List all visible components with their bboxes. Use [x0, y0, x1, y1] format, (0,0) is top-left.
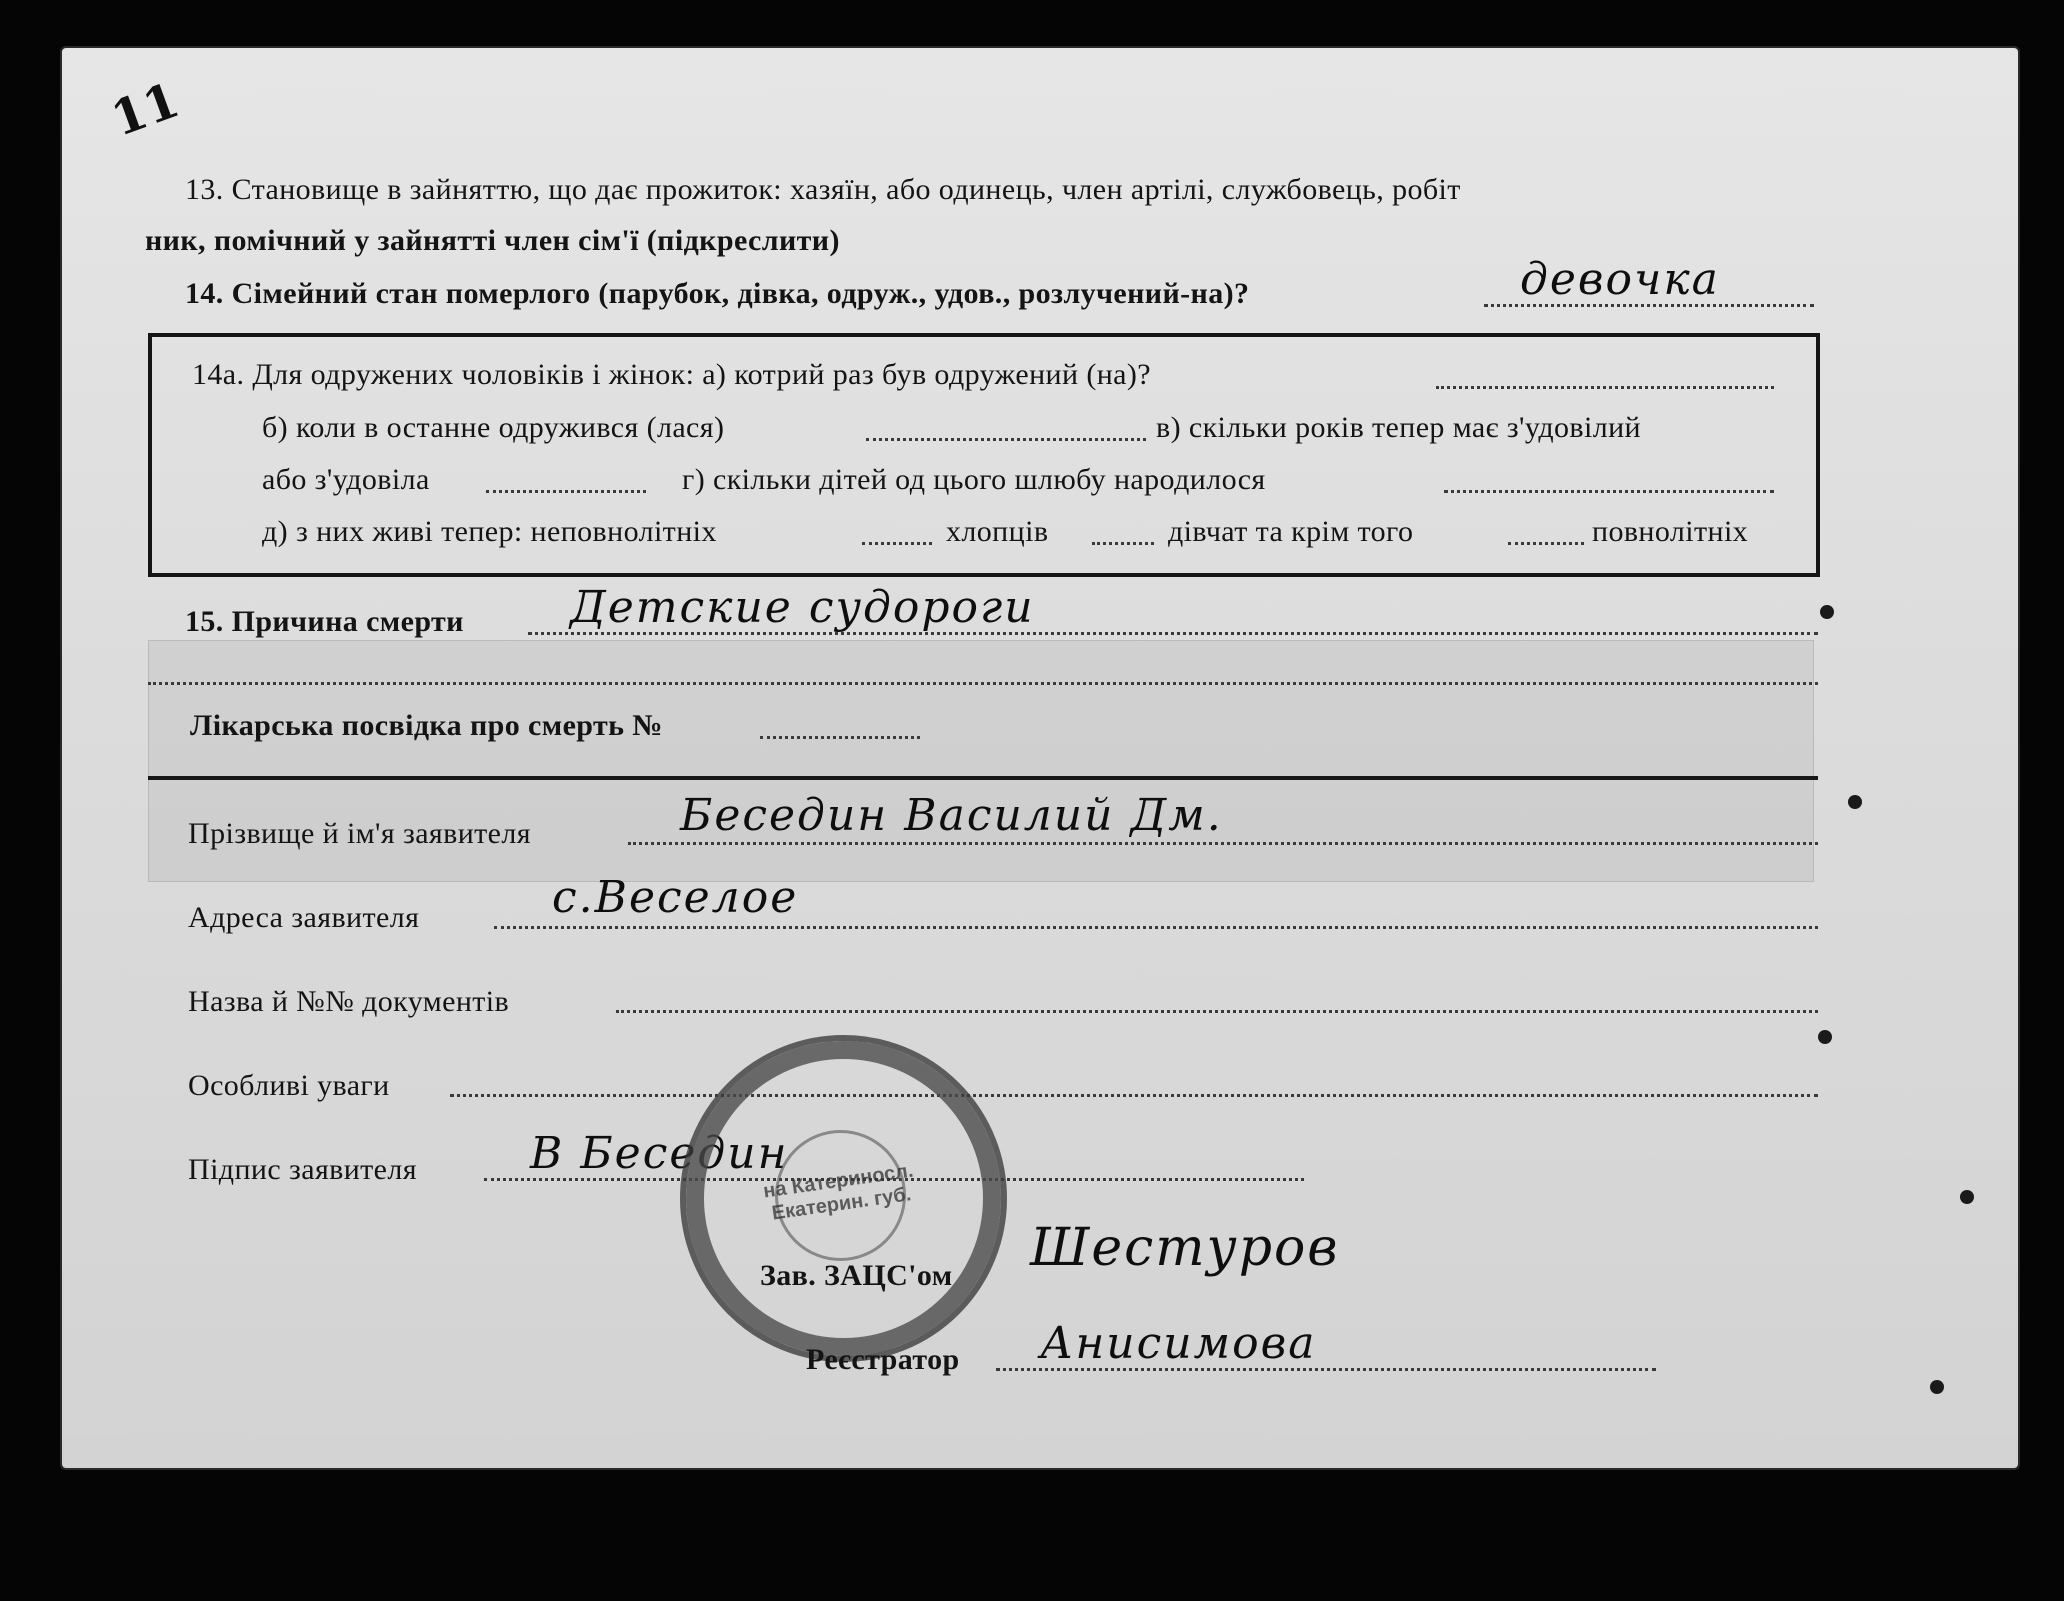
- notes-label: Особливі уваги: [188, 1069, 390, 1102]
- item-15-label: 15. Причина смерти: [185, 605, 464, 638]
- applicant-address-handwritten: с.Веселое: [552, 872, 799, 923]
- paper-damage-mark: [1848, 795, 1862, 809]
- head-label: Зав. ЗАЦС'ом: [760, 1259, 953, 1292]
- notes-dotted: [450, 1094, 1818, 1097]
- item-14a-line-4b: хлопців: [946, 515, 1049, 548]
- paper-damage-mark: [1930, 1380, 1944, 1394]
- item-15-handwritten-value: Детские судороги: [570, 582, 1035, 633]
- applicant-name-handwritten: Беседин Василий Дм.: [680, 790, 1223, 841]
- item-14a-line-3a: або з'удовіла: [262, 463, 430, 496]
- medical-certificate-dotted: [760, 736, 920, 739]
- item-14a-line-4a: д) з них живі тепер: неповнолітніх: [262, 515, 717, 548]
- item-14a-dotted-4: [1444, 490, 1774, 493]
- section-rule-1: [148, 776, 1818, 780]
- documents-dotted: [616, 1010, 1818, 1013]
- item-14a-dotted-1: [1436, 386, 1774, 389]
- item-14-handwritten-value: девочка: [1520, 254, 1720, 305]
- paper-damage-mark: [1960, 1190, 1974, 1204]
- item-14a-line-3b: г) скільки дітей од цього шлюбу народилося: [682, 463, 1266, 496]
- applicant-address-label: Адреса заявителя: [188, 901, 420, 934]
- item-14a-line-4c: дівчат та крім того: [1168, 515, 1414, 548]
- corner-mark: 11: [104, 72, 187, 148]
- item-13-line-1: 13. Становище в зайняттю, що дає прожиток: хазяїн, або одинець, член артілі, службовець, робіт: [185, 173, 1461, 206]
- applicant-name-label: Прізвище й ім'я заявителя: [188, 817, 531, 850]
- item-14a-line-4d: повнолітніх: [1592, 515, 1749, 548]
- medical-certificate-label: Лікарська посвідка про смерть №: [190, 709, 663, 742]
- item-14a-line-2b: в) скільки років тепер має з'удовілий: [1156, 411, 1642, 444]
- item-14a-dotted-7: [1508, 542, 1584, 545]
- item-14a-line-2a: б) коли в останне одружився (лася): [262, 411, 725, 444]
- applicant-address-dotted: [494, 926, 1818, 929]
- item-14-label: 14. Сімейний стан померлого (парубок, дівка, одруж., удов., розлучений-на)?: [185, 277, 1250, 310]
- item-13-line-2: ник, помічний у зайнятті член сім'ї (підкреслити): [145, 224, 840, 257]
- item-14a-dotted-2: [866, 438, 1146, 441]
- paper-damage-mark: [1820, 605, 1834, 619]
- item-14a-dotted-6: [1092, 542, 1154, 545]
- documents-label: Назва й №№ документів: [188, 985, 510, 1018]
- item-15-dotted-2: [148, 682, 1818, 685]
- item-14a-line-1: 14а. Для одружених чоловіків і жінок: а) котрий раз був одружений (на)?: [192, 358, 1152, 391]
- applicant-name-dotted: [628, 842, 1818, 845]
- registrar-signature: Анисимова: [1040, 1318, 1317, 1369]
- applicant-signature: В Беседин: [530, 1128, 789, 1179]
- signature-label: Підпис заявителя: [188, 1153, 417, 1186]
- head-signature: Шестуров: [1030, 1218, 1340, 1278]
- registrar-label: Реєстратор: [806, 1343, 960, 1376]
- stamp-text: на Катериносл. Екатерин. губ.: [761, 1159, 915, 1225]
- paper-damage-mark: [1818, 1030, 1832, 1044]
- item-14a-dotted-3: [486, 490, 646, 493]
- item-14a-dotted-5: [862, 542, 932, 545]
